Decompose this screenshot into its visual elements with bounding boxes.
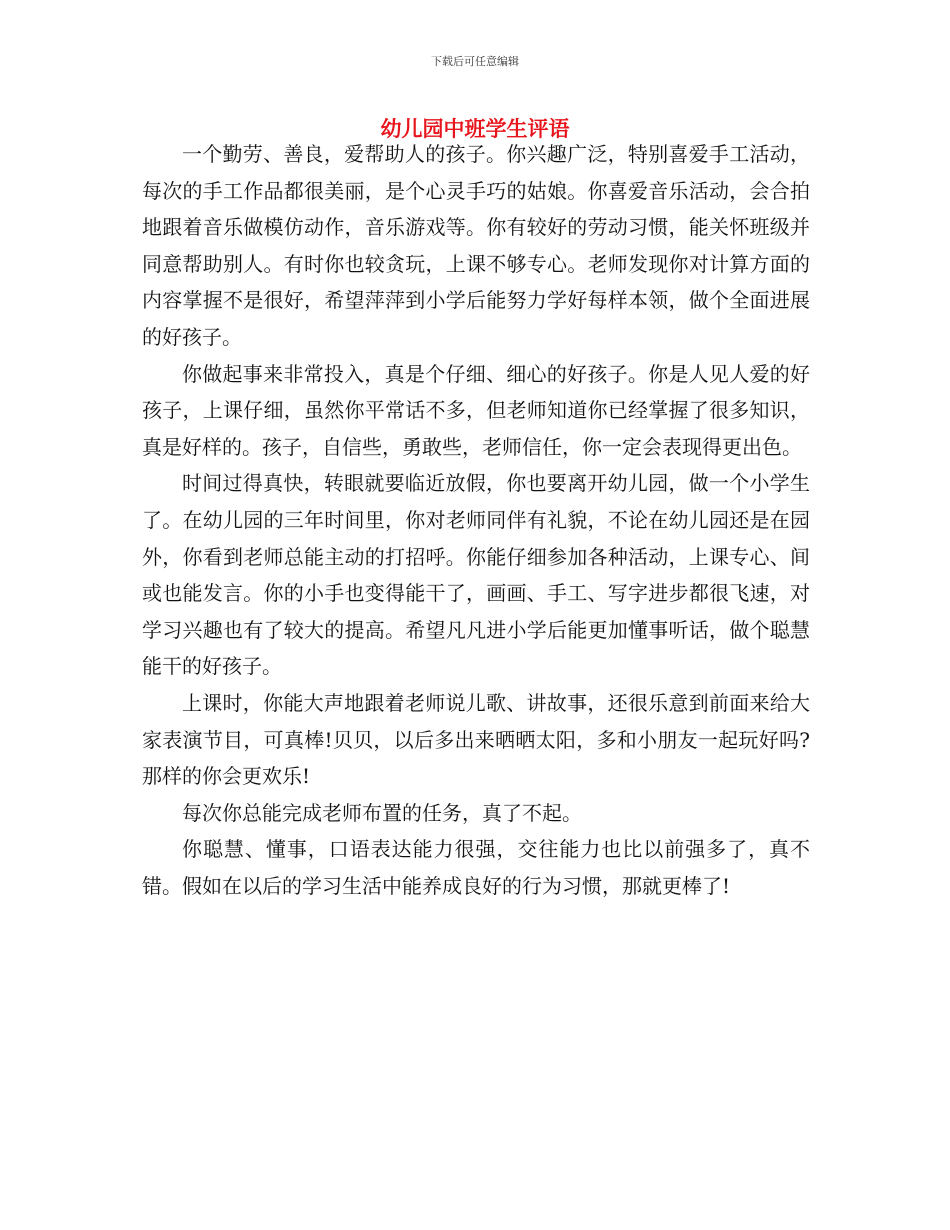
paragraph: 每次你总能完成老师布置的任务，真了不起。 xyxy=(182,800,582,825)
paragraph: 一个勤劳、善良，爱帮助人的孩子。你兴趣广泛，特别喜爱手工活动，每次的手工作品都很美丽，是个心灵手巧的姑娘。你喜爱音乐活动，会合拍地跟着音乐做模仿动作，音乐游戏等。你有较好的劳动习惯，能关怀班级并同意帮助别人。有时你也较贪玩，上课不够专心。老师发现你对计算方面的内容掌握不是很好，希望萍萍到小学后能努力学好每样本领，做个全面进展的好孩子。 xyxy=(142,142,810,349)
paragraph: 时间过得真快，转眼就要临近放假，你也要离开幼儿园，做一个小学生了。在幼儿园的三年时间里，你对老师同伴有礼貌，不论在幼儿园还是在园外，你看到老师总能主动的打招呼。你能仔细参加各种活动，上课专心、间或也能发言。你的小手也变得能干了，画画、手工、写字进步都很飞速，对学习兴趣也有了较大的提高。希望凡凡进小学后能更加懂事听话，做个聪慧能干的好孩子。 xyxy=(142,471,810,679)
paragraph: 你聪慧、懂事，口语表达能力很强，交往能力也比以前强多了，真不错。假如在以后的学习生活中能养成良好的行为习惯，那就更棒了! xyxy=(142,837,810,898)
header-note: 下载后可任意编辑 xyxy=(431,55,519,68)
paragraph: 你做起事来非常投入，真是个仔细、细心的好孩子。你是人见人爱的好孩子，上课仔细，虽然你平常话不多，但老师知道你已经掌握了很多知识，真是好样的。孩子，自信些，勇敢些，老师信任，你一定会表现得更出色。 xyxy=(142,361,810,459)
document-body xyxy=(142,136,810,904)
document-title: 幼儿园中班学生评语 xyxy=(380,117,570,141)
paragraph: 上课时，你能大声地跟着老师说儿歌、讲故事，还很乐意到前面来给大家表演节目，可真棒!贝贝，以后多出来晒晒太阳，多和小朋友一起玩好吗?那样的你会更欢乐! xyxy=(142,690,810,789)
